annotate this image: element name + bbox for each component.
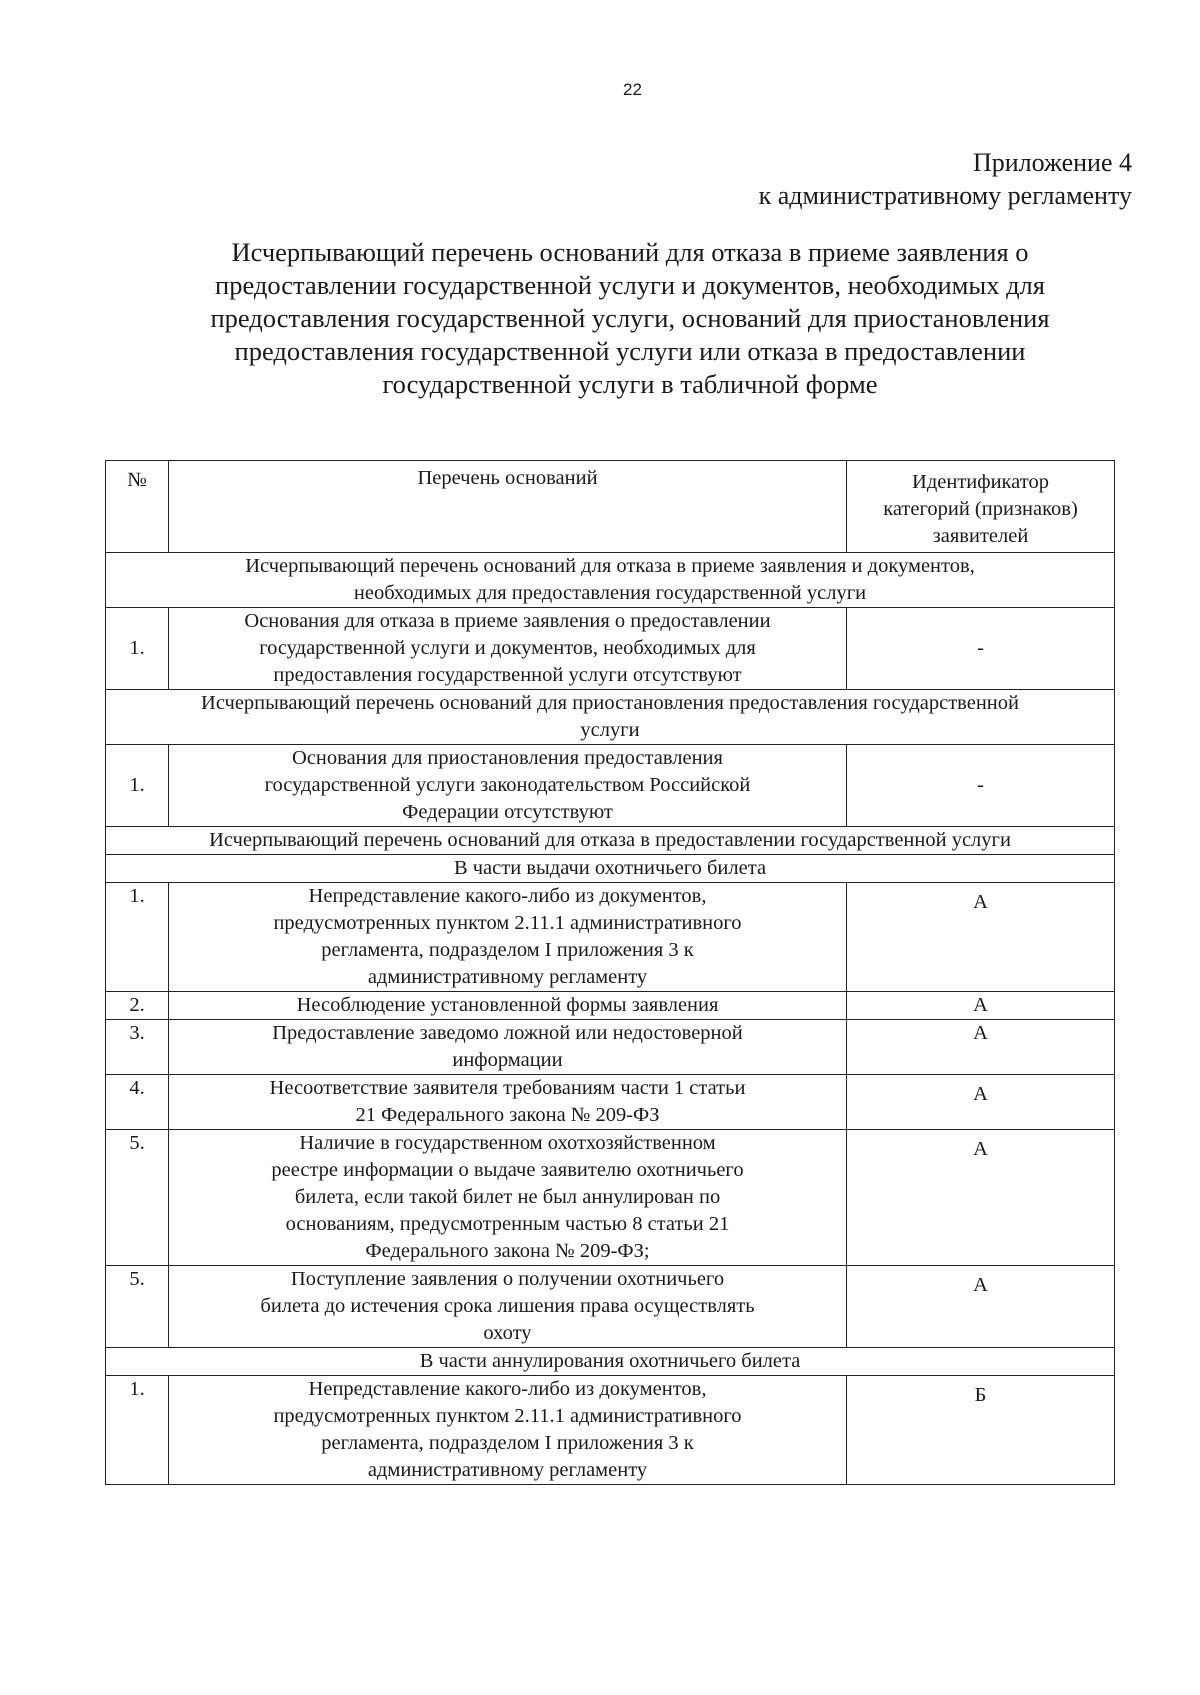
page-number: 22: [623, 80, 642, 99]
row-basis-line: Основания для приостановления предоставления: [292, 747, 723, 769]
section-title-line: Исчерпывающий перечень оснований для приостановления предоставления государственной: [201, 692, 1019, 714]
row-basis-line: билета, если такой билет не был аннулирован по: [294, 1186, 721, 1208]
title-line: государственной услуги в табличной форме: [382, 369, 878, 399]
row-basis: [169, 1020, 847, 1075]
section-1-title: [106, 553, 1115, 608]
row-basis-line: Несоответствие заявителя требованиям части 1 статьи: [269, 1077, 746, 1099]
title-line: Исчерпывающий перечень оснований для отказа в приеме заявления о: [231, 237, 1029, 267]
row-basis-line: 21 Федерального закона № 209-ФЗ: [355, 1104, 660, 1126]
subsection-2-title: В части аннулирования охотничьего билета: [106, 1348, 1115, 1376]
row-basis-line: Федерального закона № 209-ФЗ;: [365, 1240, 650, 1262]
row-basis: [169, 1266, 847, 1348]
row-num: 4.: [106, 1075, 169, 1130]
header-ident-line: заявителей: [932, 525, 1029, 547]
row-ident: Б: [847, 1376, 1115, 1485]
table-row: [106, 608, 1115, 690]
table-row: [106, 1075, 1115, 1130]
row-basis-line: Федерации отсутствуют: [402, 801, 613, 823]
row-basis: [169, 745, 847, 827]
row-ident: А: [847, 1075, 1115, 1130]
row-ident: -: [847, 745, 1115, 827]
row-basis-line: регламента, подразделом I приложения 3 к: [321, 1432, 694, 1454]
section-title-row: [106, 827, 1115, 855]
document-title: [160, 236, 1100, 401]
row-basis-line: Основания для отказа в приеме заявления о предоставлении: [244, 610, 771, 632]
row-basis-line: Предоставление заведомо ложной или недостоверной: [272, 1022, 743, 1044]
row-ident: А: [847, 1266, 1115, 1348]
row-basis-line: реестре информации о выдаче заявителю охотничьего: [271, 1159, 744, 1181]
row-num: 1.: [106, 608, 169, 690]
row-num: 1.: [106, 883, 169, 992]
title-line: предоставлении государственной услуги и документов, необходимых для: [215, 270, 1045, 300]
subsection-1-title: В части выдачи охотничьего билета: [106, 855, 1115, 883]
header-ident-line: категорий (признаков): [883, 498, 1078, 520]
row-basis-line: административному регламенту: [367, 966, 648, 988]
row-basis-line: основаниям, предусмотренным частью 8 статьи 21: [285, 1213, 730, 1235]
row-basis-line: Непредставление какого-либо из документов,: [308, 1378, 707, 1400]
row-basis-line: государственной услуги и документов, необходимых для: [259, 637, 756, 659]
row-basis-line: Поступление заявления о получении охотничьего: [290, 1268, 725, 1290]
table-row: [106, 1020, 1115, 1075]
header-num: №: [106, 461, 169, 553]
row-ident: А: [847, 992, 1115, 1020]
table-row: [106, 883, 1115, 992]
header-ident-line: Идентификатор: [912, 471, 1049, 493]
section-title-row: [106, 690, 1115, 745]
table-row: [106, 1376, 1115, 1485]
row-basis: [169, 1376, 847, 1485]
row-num: 3.: [106, 1020, 169, 1075]
row-basis-line: охоту: [483, 1322, 532, 1344]
appendix-header: [759, 146, 1132, 212]
table-row: [106, 992, 1115, 1020]
row-num: 1.: [106, 1376, 169, 1485]
subsection-title-row: [106, 855, 1115, 883]
title-line: предоставления государственной услуги, оснований для приостановления: [210, 303, 1050, 333]
row-basis: [169, 608, 847, 690]
table-row: [106, 745, 1115, 827]
table-row: [106, 1266, 1115, 1348]
subsection-title-row: [106, 1348, 1115, 1376]
row-num: 5.: [106, 1266, 169, 1348]
row-basis-line: информации: [452, 1049, 563, 1071]
row-basis-line: Несоблюдение установленной формы заявления: [296, 994, 719, 1016]
section-title-row: [106, 553, 1115, 608]
row-basis-line: предусмотренных пунктом 2.11.1 административного: [273, 912, 742, 934]
row-num: 1.: [106, 745, 169, 827]
row-basis: [169, 1075, 847, 1130]
row-ident: А: [847, 1020, 1115, 1075]
row-basis: [169, 883, 847, 992]
header-ident: [847, 461, 1115, 553]
section-3-title: Исчерпывающий перечень оснований для отказа в предоставлении государственной услуги: [106, 827, 1115, 855]
row-ident: А: [847, 1130, 1115, 1266]
row-ident: -: [847, 608, 1115, 690]
section-title-line: Исчерпывающий перечень оснований для отказа в приеме заявления и документов,: [245, 555, 975, 577]
row-basis: [169, 992, 847, 1020]
row-basis-line: предоставления государственной услуги отсутствуют: [273, 664, 742, 686]
row-basis-line: Наличие в государственном охотхозяйственном: [299, 1132, 716, 1154]
row-num: 5.: [106, 1130, 169, 1266]
table-header-row: [106, 461, 1115, 553]
row-num: 2.: [106, 992, 169, 1020]
appendix-subtitle: к административному регламенту: [758, 181, 1132, 210]
row-basis-line: Непредставление какого-либо из документов,: [308, 885, 707, 907]
table-row: [106, 1130, 1115, 1266]
row-basis-line: административному регламенту: [367, 1459, 648, 1481]
row-basis: [169, 1130, 847, 1266]
row-basis-line: билета до истечения срока лишения права осуществлять: [260, 1295, 755, 1317]
title-line: предоставления государственной услуги или отказа в предоставлении: [234, 336, 1026, 366]
section-title-line: необходимых для предоставления государственной услуги: [353, 582, 867, 604]
grounds-table: [105, 460, 1115, 1485]
row-ident: А: [847, 883, 1115, 992]
row-basis-line: регламента, подразделом I приложения 3 к: [321, 939, 694, 961]
row-basis-line: государственной услуги законодательством Российской: [264, 774, 751, 796]
section-2-title: [106, 690, 1115, 745]
row-basis-line: предусмотренных пунктом 2.11.1 административного: [273, 1405, 742, 1427]
appendix-title: Приложение 4: [972, 148, 1132, 177]
section-title-line: услуги: [580, 719, 640, 741]
header-basis: Перечень оснований: [169, 461, 847, 553]
